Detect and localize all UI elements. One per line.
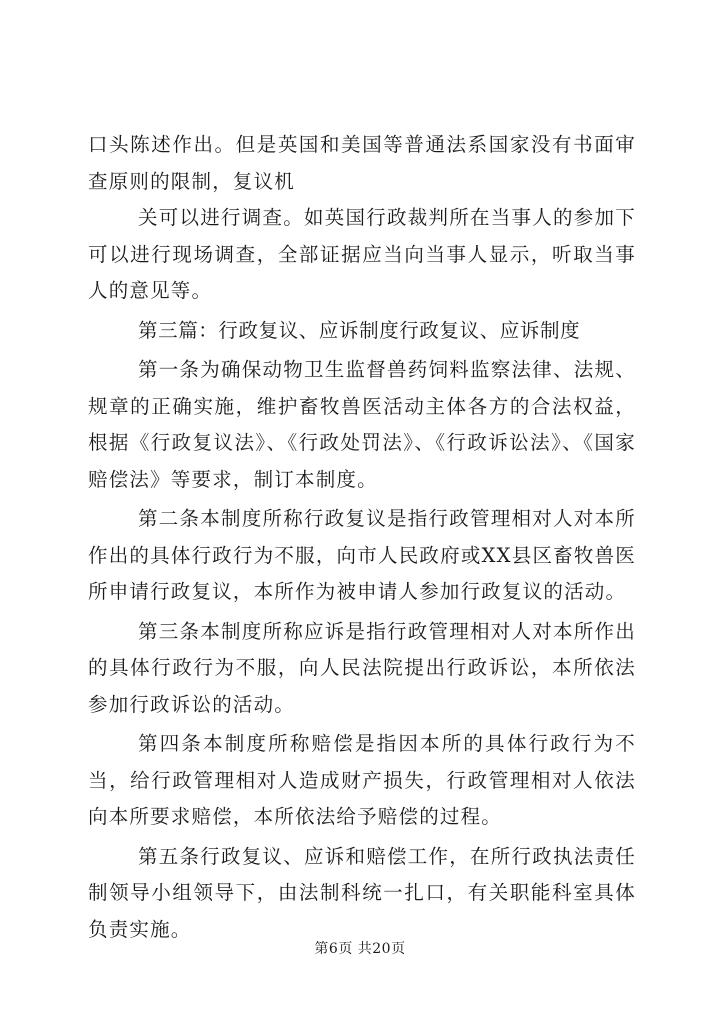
paragraph: 第四条本制度所称赔偿是指因本所的具体行政行为不当，给行政管理相对人造成财产损失，行政管理相对人依法向本所要求赔偿，本所依法给予赔偿的过程。 [88, 732, 636, 828]
section-heading: 第三篇：行政复议、应诉制度行政复议、应诉制度 [138, 318, 581, 342]
paragraph: 关可以进行调查。如英国行政裁判所在当事人的参加下可以进行现场调查，全部证据应当向当事人显示，听取当事人的意见等。 [88, 206, 636, 302]
paragraph: 第一条为确保动物卫生监督兽药饲料监察法律、法规、规章的正确实施，维护畜牧兽医活动主体各方的合法权益，根据《行政复议法》、《行政处罚法》、《行政诉讼法》、《国家赔偿法》等要求，制订本制度。 [88, 358, 636, 491]
paragraph: 第五条行政复议、应诉和赔偿工作，在所行政执法责任制领导小组领导下，由法制科统一扎口，有关职能科室具体负责实施。 [88, 844, 636, 941]
paragraph: 第三条本制度所称应诉是指行政管理相对人对本所作出的具体行政行为不服，向人民法院提出行政诉讼，本所依法参加行政诉讼的活动。 [88, 619, 636, 716]
body-text [88, 127, 636, 948]
page-number: 第6页 共20页 [314, 941, 406, 957]
paragraph: 口头陈述作出。但是英国和美国等普通法系国家没有书面审查原则的限制，复议机 [88, 133, 636, 193]
paragraph: 第二条本制度所称行政复议是指行政管理相对人对本所作出的具体行政行为不服，向市人民政府或XX县区畜牧兽医所申请行政复议，本所作为被申请人参加行政复议的活动。 [88, 507, 636, 603]
